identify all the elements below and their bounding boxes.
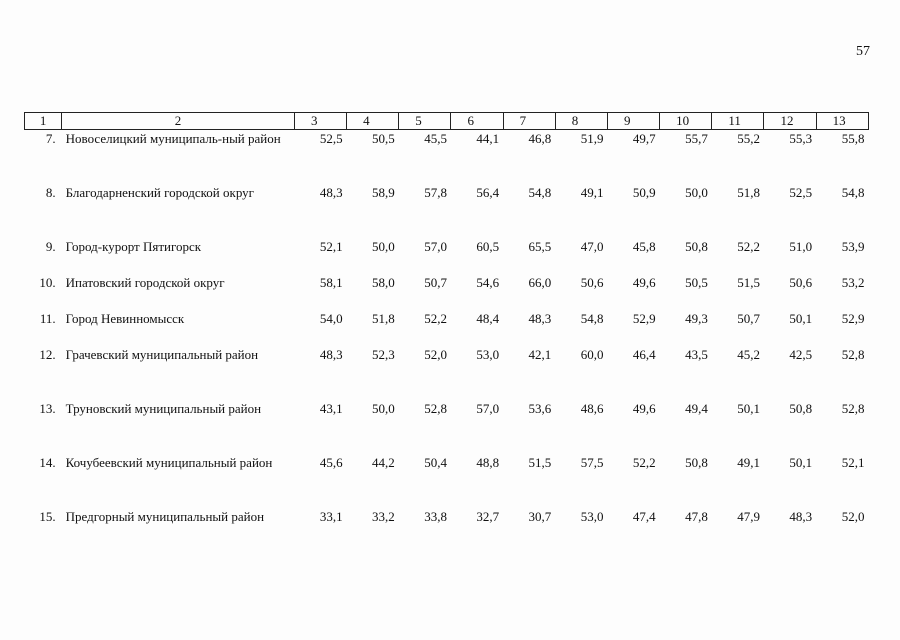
- cell-value: 55,3: [789, 131, 813, 146]
- cell-value: 51,5: [737, 275, 760, 290]
- cell-value: 53,6: [528, 401, 552, 416]
- page-number: 57: [856, 44, 870, 59]
- cell-value: 50,8: [685, 239, 708, 254]
- table-row: [25, 454, 869, 508]
- row-territory-name: Грачевский муниципальный район: [65, 347, 259, 362]
- cell-value: 50,0: [372, 239, 395, 254]
- cell-value: 48,3: [319, 347, 343, 362]
- cell-value: 53,0: [476, 347, 500, 362]
- row-number: 14.: [39, 455, 56, 470]
- cell-value: 49,7: [632, 131, 656, 146]
- data-table: [24, 112, 869, 548]
- column-header: 11: [712, 113, 764, 130]
- cell-value: 49,1: [580, 185, 604, 200]
- column-header: 8: [555, 113, 607, 130]
- cell-value: 51,8: [372, 311, 395, 326]
- cell-value: 51,9: [580, 131, 604, 146]
- column-header: 9: [607, 113, 659, 130]
- row-territory-name: Ипатовский городской округ: [65, 275, 225, 290]
- cell-value: 52,5: [319, 131, 343, 146]
- table-row: [25, 508, 869, 548]
- cell-value: 33,1: [319, 509, 343, 524]
- cell-value: 58,1: [319, 275, 343, 290]
- row-number: 13.: [39, 401, 56, 416]
- cell-value: 52,8: [841, 401, 865, 416]
- cell-value: 52,2: [737, 239, 760, 254]
- cell-value: 47,9: [737, 509, 760, 524]
- cell-value: 47,4: [632, 509, 656, 524]
- table-row: [25, 238, 869, 274]
- cell-value: 52,2: [632, 455, 656, 470]
- cell-value: 52,1: [841, 455, 865, 470]
- cell-value: 45,2: [737, 347, 760, 362]
- cell-value: 50,0: [685, 185, 708, 200]
- cell-value: 50,4: [424, 455, 447, 470]
- cell-value: 48,4: [476, 311, 500, 326]
- cell-value: 52,2: [424, 311, 447, 326]
- cell-value: 53,2: [841, 275, 865, 290]
- row-number: 11.: [39, 311, 56, 326]
- row-territory-name: Новоселицкий муниципаль-ный район: [65, 131, 281, 146]
- column-header: 5: [399, 113, 451, 130]
- cell-value: 33,8: [424, 509, 447, 524]
- table-row: [25, 130, 869, 185]
- cell-value: 42,5: [789, 347, 813, 362]
- column-header: 13: [816, 113, 868, 130]
- cell-value: 57,0: [424, 239, 447, 254]
- cell-value: 43,5: [685, 347, 708, 362]
- cell-value: 58,0: [372, 275, 395, 290]
- cell-value: 46,4: [632, 347, 656, 362]
- table-row: [25, 310, 869, 346]
- cell-value: 45,8: [632, 239, 656, 254]
- row-territory-name: Город Невинномысск: [65, 311, 185, 326]
- column-header: 12: [764, 113, 816, 130]
- cell-value: 55,7: [685, 131, 708, 146]
- cell-value: 46,8: [528, 131, 552, 146]
- row-territory-name: Благодарненский городской округ: [65, 185, 254, 200]
- cell-value: 51,5: [528, 455, 552, 470]
- cell-value: 44,2: [372, 455, 395, 470]
- row-number: 15.: [39, 509, 56, 524]
- cell-value: 57,0: [476, 401, 500, 416]
- cell-value: 50,1: [789, 455, 813, 470]
- cell-value: 48,3: [319, 185, 343, 200]
- cell-value: 48,3: [528, 311, 552, 326]
- table-row: [25, 400, 869, 454]
- table-row: [25, 184, 869, 238]
- column-header: 2: [62, 113, 295, 130]
- column-header: 10: [660, 113, 712, 130]
- cell-value: 48,3: [789, 509, 813, 524]
- column-header: 1: [25, 113, 62, 130]
- row-number: 8.: [45, 185, 56, 200]
- cell-value: 42,1: [528, 347, 552, 362]
- cell-value: 50,5: [372, 131, 395, 146]
- cell-value: 50,1: [789, 311, 813, 326]
- cell-value: 52,9: [632, 311, 656, 326]
- cell-value: 50,7: [424, 275, 447, 290]
- cell-value: 32,7: [476, 509, 500, 524]
- cell-value: 53,0: [580, 509, 604, 524]
- cell-value: 57,5: [580, 455, 604, 470]
- row-territory-name: Предгорный муниципальный район: [65, 509, 265, 524]
- cell-value: 52,3: [372, 347, 395, 362]
- cell-value: 66,0: [528, 275, 552, 290]
- cell-value: 50,6: [789, 275, 813, 290]
- cell-value: 52,0: [424, 347, 447, 362]
- cell-value: 48,8: [476, 455, 500, 470]
- cell-value: 50,6: [580, 275, 604, 290]
- column-header: 6: [451, 113, 503, 130]
- row-territory-name: Кочубеевский муниципальный район: [65, 455, 273, 470]
- cell-value: 33,2: [372, 509, 395, 524]
- row-number: 7.: [45, 131, 56, 146]
- row-number: 12.: [39, 347, 56, 362]
- table-header-row: [25, 113, 869, 130]
- column-header: 3: [294, 113, 346, 130]
- cell-value: 52,8: [841, 347, 865, 362]
- cell-value: 54,6: [476, 275, 500, 290]
- cell-value: 45,6: [319, 455, 343, 470]
- cell-value: 50,8: [789, 401, 813, 416]
- cell-value: 30,7: [528, 509, 552, 524]
- table-body: [25, 130, 869, 549]
- cell-value: 50,5: [685, 275, 708, 290]
- row-number: 9.: [45, 239, 56, 254]
- cell-value: 49,1: [737, 455, 760, 470]
- cell-value: 50,7: [737, 311, 760, 326]
- cell-value: 45,5: [424, 131, 447, 146]
- cell-value: 51,0: [789, 239, 813, 254]
- cell-value: 55,2: [737, 131, 760, 146]
- cell-value: 50,0: [372, 401, 395, 416]
- cell-value: 60,5: [476, 239, 500, 254]
- cell-value: 57,8: [424, 185, 447, 200]
- cell-value: 49,6: [632, 275, 656, 290]
- cell-value: 52,1: [319, 239, 343, 254]
- cell-value: 50,1: [737, 401, 760, 416]
- cell-value: 58,9: [372, 185, 395, 200]
- column-header: 7: [503, 113, 555, 130]
- row-territory-name: Труновский муниципальный район: [65, 401, 262, 416]
- row-number: 10.: [39, 275, 56, 290]
- cell-value: 55,8: [841, 131, 865, 146]
- cell-value: 54,8: [841, 185, 865, 200]
- cell-value: 60,0: [580, 347, 604, 362]
- cell-value: 52,8: [424, 401, 447, 416]
- cell-value: 51,8: [737, 185, 760, 200]
- cell-value: 47,0: [580, 239, 604, 254]
- cell-value: 54,8: [528, 185, 552, 200]
- cell-value: 49,3: [685, 311, 708, 326]
- cell-value: 50,8: [685, 455, 708, 470]
- table-row: [25, 346, 869, 400]
- cell-value: 54,8: [580, 311, 604, 326]
- row-territory-name: Город-курорт Пятигорск: [65, 239, 202, 254]
- table-row: [25, 274, 869, 310]
- cell-value: 44,1: [476, 131, 500, 146]
- column-header: 4: [347, 113, 399, 130]
- cell-value: 54,0: [319, 311, 343, 326]
- cell-value: 52,0: [841, 509, 865, 524]
- cell-value: 53,9: [841, 239, 865, 254]
- cell-value: 52,9: [841, 311, 865, 326]
- cell-value: 50,9: [632, 185, 656, 200]
- cell-value: 49,4: [685, 401, 708, 416]
- cell-value: 56,4: [476, 185, 500, 200]
- cell-value: 65,5: [528, 239, 552, 254]
- cell-value: 48,6: [580, 401, 604, 416]
- cell-value: 43,1: [319, 401, 343, 416]
- cell-value: 47,8: [685, 509, 708, 524]
- cell-value: 49,6: [632, 401, 656, 416]
- cell-value: 52,5: [789, 185, 813, 200]
